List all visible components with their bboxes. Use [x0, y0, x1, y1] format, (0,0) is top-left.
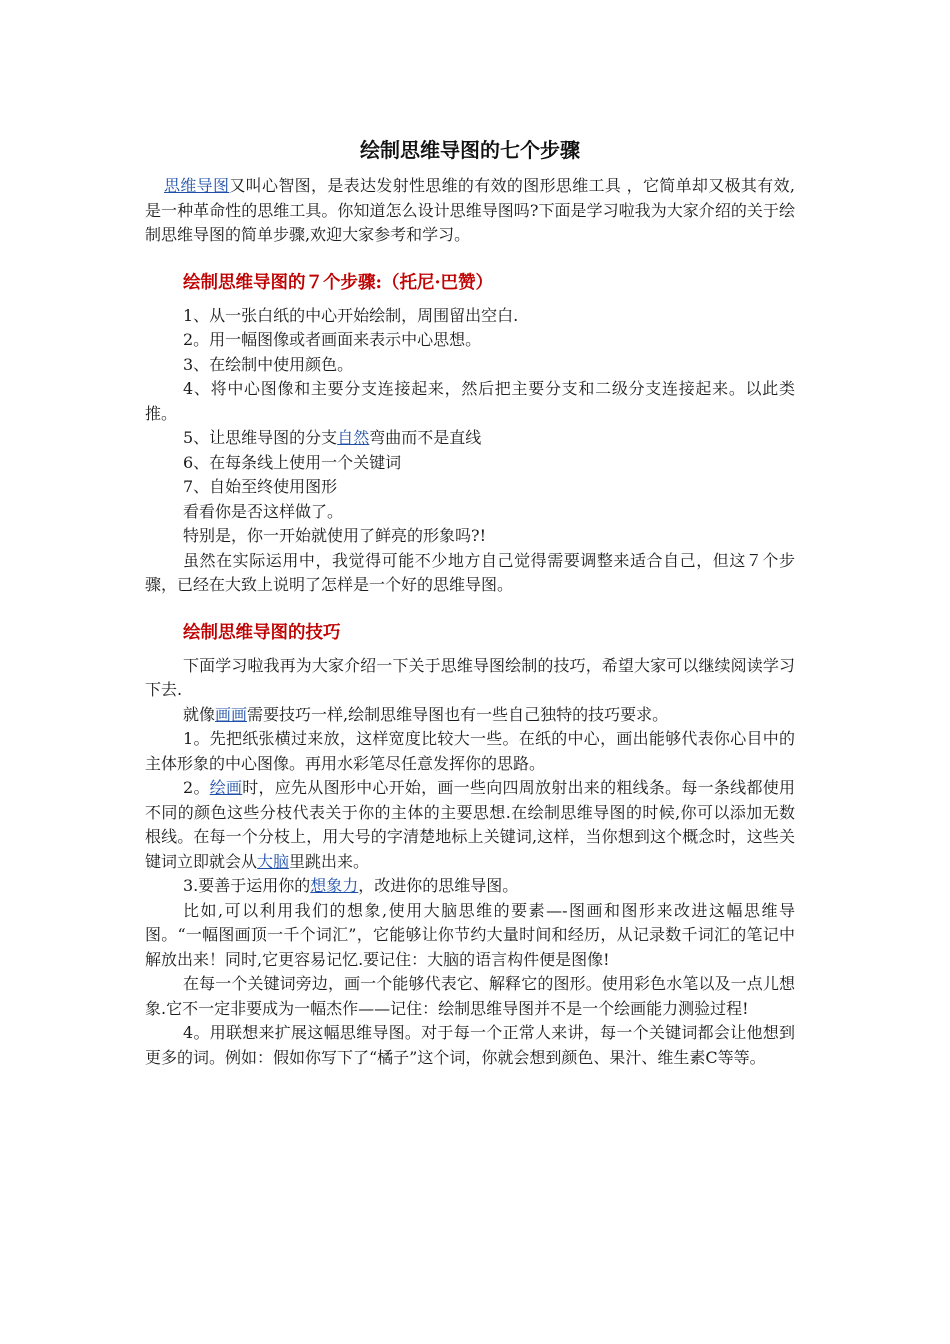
tip-4: 4。用联想来扩展这幅思维导图。对于每一个正常人来讲，每一个关键词都会让他想到更多的词。例如：假如你写下了“橘子”这个词，你就会想到颜色、果汁、维生素C等等。	[145, 1023, 795, 1067]
page-title: 绘制思维导图的七个步骤	[360, 138, 580, 162]
tip-3-text: 3.要善于运用你的	[183, 876, 311, 895]
step-6: 6、在每条线上使用一个关键词	[183, 452, 402, 472]
summary-text: 虽然在实际运用中，我觉得可能不少地方自己觉得需要调整来适合自己，但这７个步骤，已经在大致上说明了怎样是一个好的思维导图。	[145, 550, 795, 594]
step-5	[145, 426, 795, 451]
check-text: 看看你是否这样做了。	[183, 501, 344, 521]
step-5-text-end: 弯曲而不是直线	[369, 428, 482, 447]
drawing-link[interactable]: 绘画	[209, 778, 243, 797]
step-7: 7、自始至终使用图形	[183, 477, 338, 496]
step-1: 1、从一张白纸的中心开始绘制，周围留出空白.	[183, 305, 519, 325]
tip-2	[145, 776, 795, 874]
tip-1: 1。先把纸张横过来放，这样宽度比较大一些。在纸的中心，画出能够代表你心目中的主体形象的中心图像。再用水彩笔尽任意发挥你的思路。	[145, 729, 795, 773]
mind-map-link[interactable]: 思维导图	[164, 176, 230, 195]
brain-link[interactable]: 大脑	[257, 851, 290, 871]
step-2: 2。用一幅图像或者画面来表示中心思想。	[183, 330, 482, 349]
intro-paragraph	[145, 174, 795, 248]
special-text: 特别是，你一开始就使用了鲜亮的形象吗?!	[183, 526, 487, 545]
tip-3-example: 比如,可以利用我们的想象,使用大脑思维的要素—-图画和图形来改进这幅思维导图。“一幅图画顶一千个词汇”，它能够让你节约大量时间和经历，从记录数千词汇的笔记中解放出来！同时,它更容易记忆.要记住：大脑的语言构件便是图像!	[145, 900, 795, 969]
tip-2-text: 时，应先从图形中心开始，画一些向四周放射出来的粗线条。每一条线都使用不同的颜色这些分枝代表关于你的主体的主要思想.在绘制思维导图的时候,你可以添加无数根线。在每一个分枝上，用大号的字清楚地标上关键词,这样，当你想到这个概念时，这些关键词立即就会从	[145, 778, 795, 871]
step-3: 3、在绘制中使用颜色。	[183, 354, 354, 374]
intro-text: 又叫心智图，是表达发射性思维的有效的图形思维工具 ，它简单却又极其有效,是一种革命性的思维工具。你知道怎么设计思维导图吗?下面是学习啦我为大家介绍的关于绘制思维导图的简单步骤,欢迎大家参考和学习。	[145, 176, 795, 244]
tips-paragraph-2	[145, 703, 795, 728]
section-heading-tips: 绘制思维导图的技巧	[183, 622, 341, 643]
natural-link[interactable]: 自然	[337, 428, 370, 447]
painting-link[interactable]: 画画	[215, 704, 248, 724]
imagination-link[interactable]: 想象力	[310, 876, 359, 895]
section-heading-steps: 绘制思维导图的７个步骤:（托尼·巴赞）	[183, 272, 494, 293]
tip-2-number: 2。	[183, 778, 210, 797]
tips-paragraph-2-text-end: 需要技巧一样,绘制思维导图也有一些自己独特的技巧要求。	[247, 704, 669, 724]
tips-intro: 下面学习啦我再为大家介绍一下关于思维导图绘制的技巧，希望大家可以继续阅读学习下去.	[145, 655, 795, 699]
step-4: 4、将中心图像和主要分支连接起来，然后把主要分支和二级分支连接起来。以此类推。	[145, 379, 795, 423]
tip-2-text-end: 里跳出来。	[289, 851, 370, 871]
document-page	[145, 130, 795, 1070]
tip-3	[145, 874, 795, 899]
step-5-text: 5、让思维导图的分支	[183, 428, 338, 447]
tip-3-detail: 在每一个关键词旁边，画一个能够代表它、解释它的图形。使用彩色水笔以及一点儿想象.它不一定非要成为一幅杰作——记住：绘制思维导图并不是一个绘画能力测验过程!	[145, 974, 795, 1018]
tips-paragraph-2-text: 就像	[183, 704, 216, 724]
tip-3-text-end: ，改进你的思维导图。	[358, 876, 519, 895]
